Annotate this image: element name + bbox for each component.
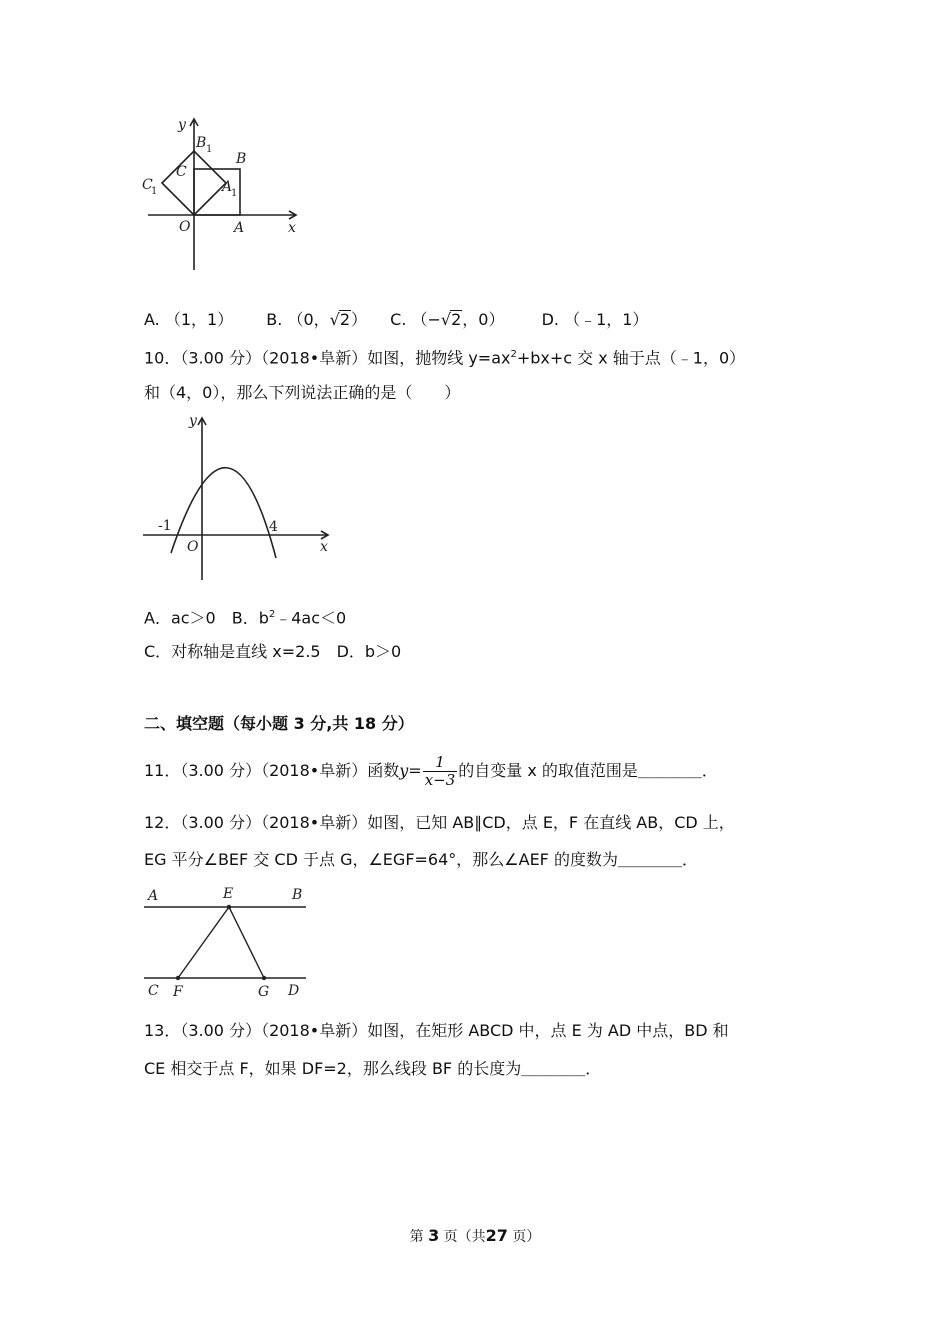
label-o: O [187,539,199,555]
label-f: F [173,984,183,1000]
q11-prefix: 11．（3.00 分）（2018•阜新）函数 [144,761,400,780]
label-c1: C [142,177,153,193]
label-x: x [288,220,296,236]
q12-line2: EG 平分∠BEF 交 CD 于点 G，∠EGF=64°，那么∠AEF 的度数为＿＿＿＿． [144,850,698,869]
figure-q10-svg [138,410,338,585]
q10-line2: 和（4，0），那么下列说法正确的是（ ） [144,383,461,402]
q9-option-a: A. （1，1） [144,310,234,329]
q9-option-b-prefix: B. （0， [266,310,330,329]
point-g [262,976,266,980]
q10-line1-suffix: +bx+c 交 x 轴于点（﹣1，0） [516,348,746,368]
figure-q9-svg [138,115,308,275]
page-footer [0,1226,950,1246]
figure-q12 [140,882,315,1002]
q11-lhs: y= [399,761,422,780]
label-y: y [178,117,186,133]
label-e: E [223,886,234,902]
footer-suffix: 页） [512,1229,541,1245]
q10-line1 [144,344,745,369]
point-f [176,976,180,980]
q9-option-b-suffix: ） [351,310,368,329]
q10-options-ab-suffix: ﹣4ac＜0 [275,608,347,628]
label-b1: B [196,135,207,151]
figure-q9 [138,115,308,275]
label-y: y [189,413,197,429]
q10-options-cd: C．对称轴是直线 x=2.5 D．b＞0 [144,642,402,661]
q9-option-c-suffix: ，0） [462,310,505,329]
q9-option-b-root: 2 [339,310,351,329]
label-c1-sub: 1 [151,186,158,197]
figure-q10 [138,410,338,585]
label-x: x [320,539,328,555]
q11-fraction [423,754,458,789]
q13-line1: 13．（3.00 分）（2018•阜新）如图，在矩形 ABCD 中，点 E 为 AD 中点，BD 和 [144,1021,729,1040]
footer-total-pages: 27 [485,1226,508,1245]
q9-option-b: B. （0，√2） [266,310,368,329]
q10-options-ab-sup: 2 [268,609,276,620]
label-o: O [179,219,191,235]
label-g: G [258,984,270,1000]
q10-line1-prefix: 10．（3.00 分）（2018•阜新）如图，抛物线 y=ax [144,348,511,368]
label-b: B [236,151,247,167]
q9-option-c-prefix: C. （− [390,310,441,329]
q9-option-c: C. （−√2，0） [390,310,505,329]
label-c: C [176,164,187,180]
label-a: A [234,220,245,236]
footer-page-number: 3 [428,1226,440,1245]
label-a: A [148,888,159,904]
label-c: C [148,983,159,999]
label-a1: A [222,179,233,195]
q10-options-ab-prefix: A．ac＞0 B．b [144,608,269,628]
q11-line [144,752,718,790]
section-2-title: 二、填空题（每小题 3 分,共 18 分） [144,714,414,733]
footer-middle: 页（共 [443,1229,486,1245]
label-four: 4 [269,519,278,535]
q9-options [144,309,648,331]
footer-prefix: 第 [409,1229,424,1245]
q11-denominator: x−3 [424,771,456,789]
q13-line2: CE 相交于点 F，如果 DF=2，那么线段 BF 的长度为＿＿＿＿． [144,1059,602,1078]
q10-line1-sup: 2 [510,349,517,360]
label-d: D [288,983,300,999]
q10-options-ab [144,604,346,629]
q9-option-c-root: 2 [451,310,462,329]
triangle-efg [178,907,264,978]
q11-numerator: 1 [423,754,458,772]
figure-q12-svg [140,882,315,1002]
label-neg1: -1 [158,518,172,534]
label-b1-sub: 1 [206,144,213,155]
q12-line1: 12．（3.00 分）（2018•阜新）如图，已知 AB∥CD，点 E，F 在直线 AB，CD 上， [144,813,735,832]
point-e [227,905,231,909]
label-a1-sub: 1 [231,188,238,199]
q11-suffix: 的自变量 x 的取值范围是＿＿＿＿． [458,761,718,780]
q9-option-d: D. （﹣1，1） [541,310,649,329]
label-b: B [292,887,303,903]
